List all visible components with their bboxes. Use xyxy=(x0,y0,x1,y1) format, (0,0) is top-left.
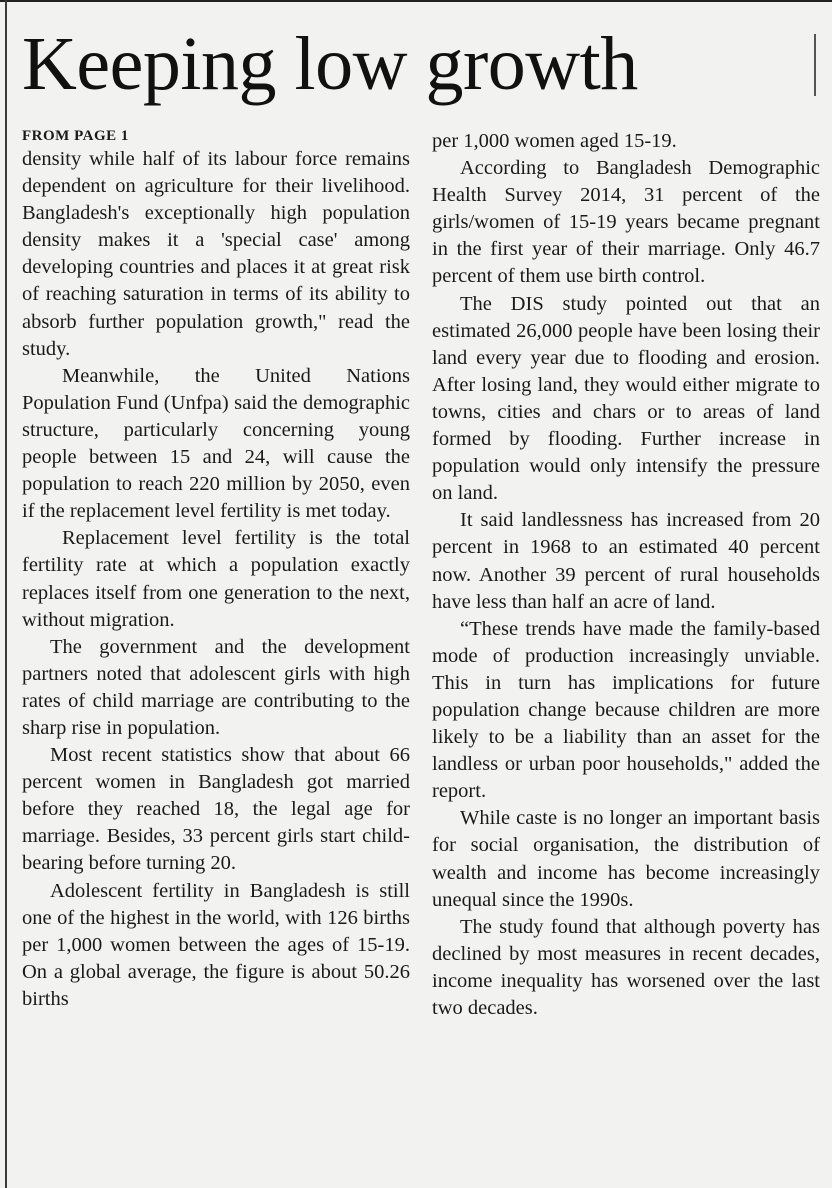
paragraph: The government and the development partners noted that adolescent girls with high rates of child marriage are contributing to the sharp rise in population. xyxy=(22,635,410,739)
page-top-rule xyxy=(0,0,832,2)
paragraph: Replacement level fertility is the total fertility rate at which a population exactly replaces itself from one generation to the next, without migration. xyxy=(22,527,410,631)
paragraph: Most recent statistics show that about 66 percent women in Bangladesh got married before they reached 18, the legal age for marriage. Besides, 33 percent girls start child-bearing before turning 20. xyxy=(22,744,410,875)
paragraph: It said landlessness has increased from 20 percent in 1968 to an estimated 40 percent now. Another 39 percent of rural households have less than half an acre of land. xyxy=(432,509,820,613)
paragraph: Meanwhile, the United Nations Population Fund (Unfpa) said the demographic structure, particularly concerning young people between 15 and 24, will cause the population to reach 220 million by 2050, even if the replacement level fertility is met today. xyxy=(22,364,410,523)
paragraph: Adolescent fertility in Bangladesh is still one of the highest in the world, with 126 births per 1,000 women between the ages of 15-19. On a global average, the figure is about 50.26 births xyxy=(22,879,410,1010)
paragraph: The DIS study pointed out that an estimated 26,000 people have been losing their land every year due to flooding and erosion. After losing land, they would either migrate to towns, cities and chars or to areas of land formed by flooding. Further increase in population would only intensify the pressure on land. xyxy=(432,292,820,505)
right-column xyxy=(432,128,820,1022)
paragraph: The study found that although poverty has declined by most measures in recent decades, income inequality has worsened over the last two decades. xyxy=(432,915,820,1019)
paragraph: While caste is no longer an important basis for social organisation, the distribution of wealth and income has become increasingly unequal since the 1990s. xyxy=(432,807,820,911)
left-column xyxy=(22,128,410,1013)
page-left-rule xyxy=(5,0,7,1188)
column-edge-rule xyxy=(814,34,826,96)
paragraph: “These trends have made the family-based mode of production increasingly unviable. This in turn has implications for future population change because children are more likely to be a liability than an asset for the landless or urban poor households," added the report. xyxy=(432,617,820,803)
paragraph: per 1,000 women aged 15-19. xyxy=(432,130,677,152)
headline: Keeping low growth xyxy=(22,22,638,106)
paragraph: According to Bangladesh Demographic Health Survey 2014, 31 percent of the girls/women of 15-19 years became pregnant in the first year of their marriage. Only 46.7 percent of them use birth control. xyxy=(432,157,820,288)
kicker-from-page: FROM PAGE 1 xyxy=(22,128,129,144)
paragraph: density while half of its labour force remains dependent on agriculture for their livelihood. Bangladesh's exceptionally high population density makes it a 'special case' among developing countries and places it at great risk of reaching saturation in terms of its ability to absorb further population growth," read the study. xyxy=(22,148,410,360)
